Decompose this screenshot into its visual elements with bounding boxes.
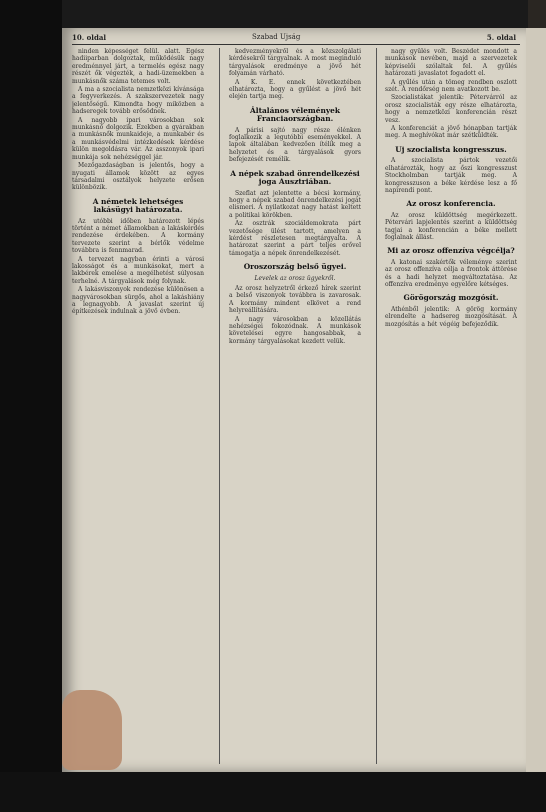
column-3 bbox=[385, 48, 517, 768]
article-paragraph: A gyűlés után a tömeg rendben oszlott szét. A rendőrség nem avatkozott be. bbox=[385, 78, 517, 94]
hand-holding-page bbox=[62, 690, 122, 770]
article-headline: Oroszország belső ügyei. bbox=[243, 262, 347, 272]
article-headline: Általános vélemények Franciaországban. bbox=[250, 105, 340, 124]
column-2 bbox=[229, 48, 361, 768]
article-headline: Görögország mozgósít. bbox=[403, 293, 499, 303]
article-paragraph: Az osztrák szociáldemokrata párt vezetősége ülést tartott, amelyen a kérdést részletesen megtárgyalta. A határozat szerint a párt teljes erővel támogatja a népek önrendelkezését. bbox=[229, 220, 361, 257]
article-paragraph: A párisi sajtó nagy része élénken foglalkozik a legutóbbi eseményekkel. A lapok általában kedvezően ítélik meg a helyzetet és a tárgyalások gyors befejezését remélik. bbox=[229, 126, 361, 164]
article-paragraph: A konferenciát a jövő hónapban tartják meg. A meghívókat már szétküldték. bbox=[385, 125, 517, 140]
article-paragraph: A lakásviszonyok rendezése különösen a nagyvárosokban sürgős, ahol a lakáshiány a legnagyobb. A javaslat szerint új építkezések indulnak a jövő évben. bbox=[72, 286, 204, 316]
article-paragraph: A katonai szakértők véleménye szerint az orosz offenzíva célja a frontok áttörése és a hadi helyzet megváltoztatása. Az offenzíva eredménye egyelőre kétséges. bbox=[385, 258, 517, 288]
article-paragraph: Szeflat azt jelentette a bécsi kormány, hogy a népek szabad önrendelkezési jogát elismeri. A nyilatkozat nagy hatást keltett a politikai körökben. bbox=[229, 189, 361, 219]
page-header bbox=[72, 32, 520, 45]
article-paragraph: kedvezményekről és a közszolgálati kérdésekről tárgyalnak. A most meginduló tárgyalások eredménye a jövő hét folyamán várható. bbox=[229, 48, 361, 78]
article-headline: A népek szabad önrendelkezési joga Ausztriában. bbox=[230, 168, 360, 187]
article-headline: Mi az orosz offenzíva végcélja? bbox=[387, 246, 515, 256]
dark-background-bottom bbox=[0, 772, 546, 812]
article-headline: Uj szocialista kongresszus. bbox=[395, 144, 507, 154]
article-paragraph: Az orosz helyzetről érkező hírek szerint a belső viszonyok továbbra is zavarosak. A kormány mindent elkövet a rend helyreállítására. bbox=[229, 284, 361, 315]
column-rule bbox=[376, 48, 377, 764]
article-paragraph: Szocialistákat jelentik: Pétervárról az orosz szocialisták egy része elhatározta, hogy a nemzetközi konferencián részt vesz. bbox=[385, 94, 517, 124]
article-paragraph: A nagyobb ipari városokban sok munkásnő dolgozik. Ezekben a gyárakban a munkásnők munkaideje, a munkabér és a munkásvédelmi intézkedések kérdése külön megoldásra vár. Az asszonyok ipari munkája sok nehézséggel jár. bbox=[72, 116, 204, 161]
article-paragraph: nagy gyűlés volt. Beszédet mondott a munkások nevében, majd a szervezetek képviselői szólaltak fel. A gyűlés határozati javaslatot fogadott el. bbox=[385, 48, 517, 78]
article-paragraph: A szocialista pártok vezetői elhatározták, hogy az őszi kongresszust Stockholmban tartják meg. A kongresszuson a béke kérdése lesz a fő napirendi pont. bbox=[385, 157, 517, 194]
column-rule bbox=[219, 48, 220, 764]
newspaper-page bbox=[62, 28, 528, 772]
page-number-left: 10. oldal bbox=[72, 33, 107, 42]
article-subhead: Levelek az orosz ügyekről. bbox=[254, 274, 336, 282]
article-paragraph: Athénből jelentik: A görög kormány elrendelte a hadsereg mozgósítását. A mozgósítás a hét végéig befejeződik. bbox=[385, 305, 517, 328]
article-paragraph: A ma a szocialista nemzetközi kívánsága a fegyverkezés. A szakszervezetek nagy jelentőségű. Kimondta hogy miközben a hadseregek tovább erősödnek. bbox=[72, 86, 204, 116]
newspaper-title: Szabad Ujság bbox=[252, 33, 301, 41]
article-paragraph: A tervezet nagyban érinti a városi lakosságot és a munkásokat, mert a lakbérek emelése a megélhetést súlyosan terhelné. A tárgyalások még folynak. bbox=[72, 255, 204, 285]
page-number-right: 5. oldal bbox=[486, 33, 516, 42]
article-headline: Az orosz konferencia. bbox=[406, 199, 496, 209]
adjacent-page-edge bbox=[526, 28, 546, 772]
article-paragraph: Mezőgazdaságban is jelentős, hogy a nyugati államok között az egyes társadalmi osztályok helyzete erősen különbözik. bbox=[72, 162, 204, 192]
article-paragraph: A K. E. ennek következtében elhatározta, hogy a gyűlést a jövő hét elején tartja meg. bbox=[229, 78, 361, 101]
article-paragraph: ninden képességet felül. alatt. Egész hadiiparban dolgoztak, működésük nagy eredménnyel járt, a termelés egész nagy részét ők végezték, a hadi-üzemekben a munkásnők száma tetemes volt. bbox=[72, 48, 204, 85]
article-paragraph: Az utóbbi időben határozott lépés történt a német államokban a lakáskérdés rendezése érdekében. A kormány tervezete szerint a bérlők védelme továbbra is fennmarad. bbox=[72, 217, 204, 255]
article-headline: A németek lehetséges lakásügyi határozata. bbox=[92, 196, 184, 215]
article-paragraph: Az orosz küldöttség megérkezett. Pétervári lapjelentés szerint a küldöttség tagjai a konferencián a béke mellett foglalnak állást. bbox=[385, 211, 517, 241]
article-paragraph: A nagy városokban a közellátás nehézségei fokozódnak. A munkások követelései egyre hangosabbak, a kormány tárgyalásokat kezdett velük. bbox=[229, 315, 361, 345]
column-1 bbox=[72, 48, 204, 768]
dark-background-left bbox=[0, 0, 62, 812]
